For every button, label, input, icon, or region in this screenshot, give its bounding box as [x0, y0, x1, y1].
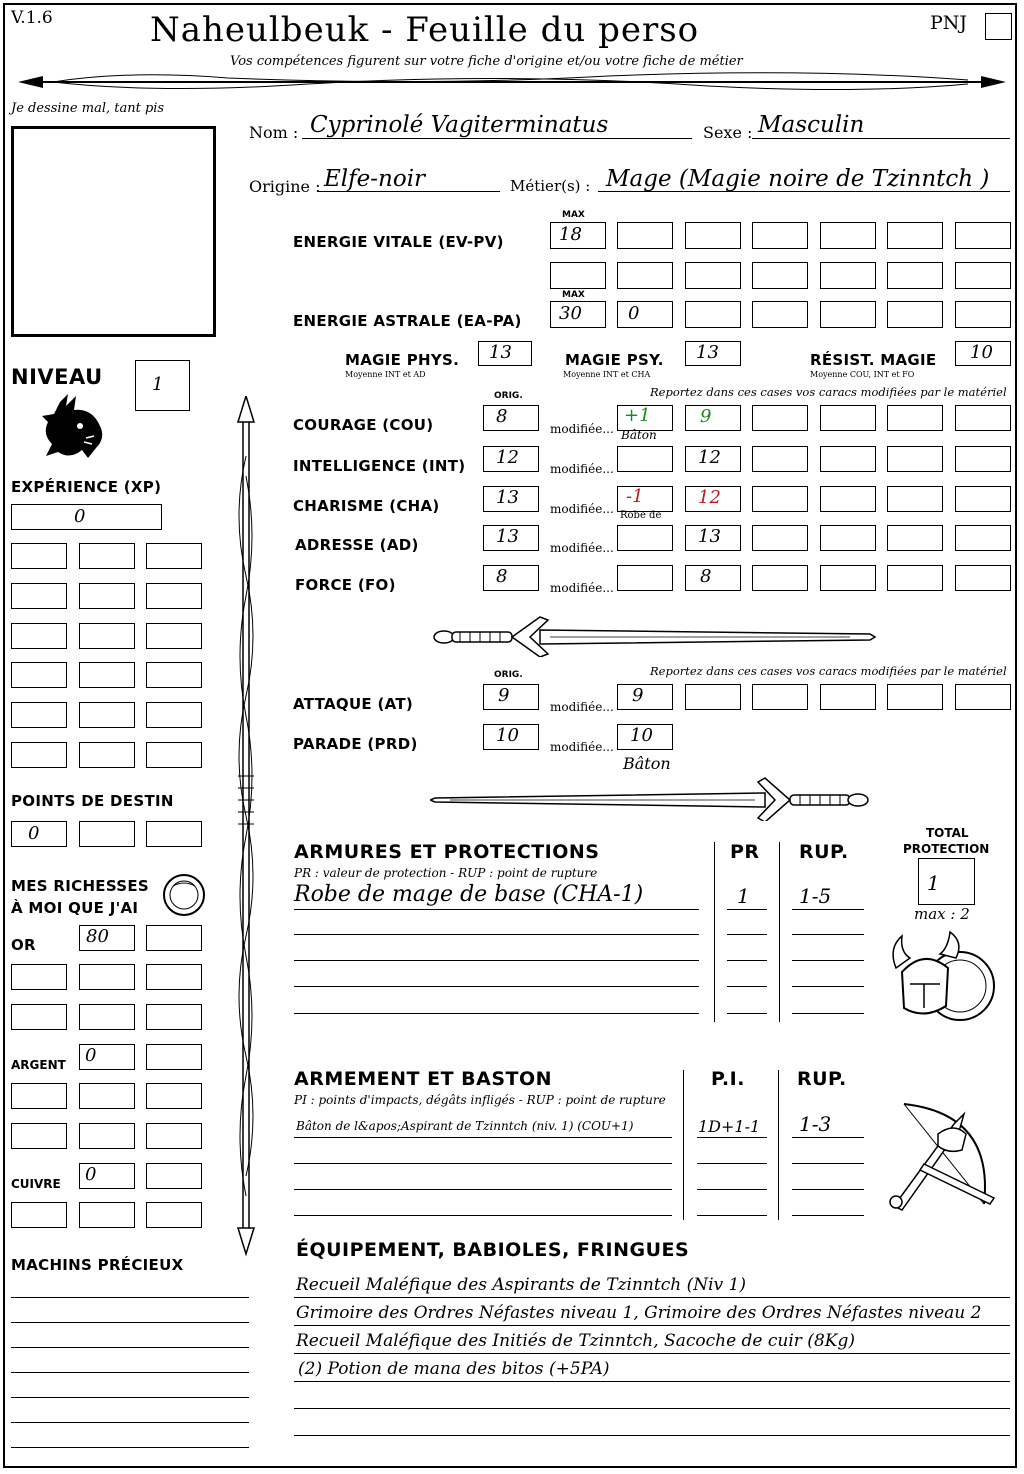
at-orig-value: 9	[498, 685, 510, 706]
or-box[interactable]	[79, 925, 135, 951]
prd-orig-value: 10	[496, 725, 519, 746]
sword-icon	[430, 612, 880, 657]
argent-box[interactable]	[79, 1044, 135, 1070]
magie-psy-label: MAGIE PSY.	[565, 351, 664, 369]
dragon-icon	[40, 392, 108, 464]
pnj-label: PNJ	[930, 12, 968, 34]
ea-box[interactable]	[685, 301, 741, 328]
version-label: V.1.6	[11, 8, 53, 28]
carac-result-value: 12	[698, 447, 721, 468]
arme-line	[697, 1163, 767, 1164]
portrait-box[interactable]	[11, 126, 216, 337]
armure-line	[727, 1013, 767, 1014]
argent-box[interactable]	[11, 1123, 67, 1149]
max-note: max : 2	[914, 905, 970, 923]
armement-separator	[778, 1070, 779, 1220]
at-extra-box[interactable]	[887, 684, 943, 710]
carac-orig-box[interactable]	[483, 446, 539, 472]
armure-name[interactable]: Robe de mage de base (CHA-1)	[294, 882, 644, 907]
cuivre-box[interactable]	[146, 1163, 202, 1189]
portrait-caption: Je dessine mal, tant pis	[11, 101, 165, 116]
armures-title: ARMURES ET PROTECTIONS	[294, 841, 600, 863]
ea-max-label: MAX	[562, 290, 585, 300]
total-protection-label: TOTAL	[926, 826, 969, 840]
equipement-line	[294, 1408, 1010, 1409]
destin-box[interactable]	[11, 821, 67, 847]
armures-separator	[714, 842, 715, 1022]
richesses-label: MES RICHESSES	[11, 877, 150, 895]
ea-current-value: 0	[628, 303, 640, 324]
ea-box[interactable]	[955, 301, 1011, 328]
modif-label: modifiée...	[550, 700, 614, 714]
ev-box[interactable]	[820, 222, 876, 249]
armement-hint: PI : points d'impacts, dégâts infligés - RUP : point de rupture	[294, 1093, 666, 1107]
carac-extra-box[interactable]	[887, 525, 943, 551]
armures-hint: PR : valeur de protection - RUP : point de rupture	[294, 866, 598, 880]
ev-box[interactable]	[820, 262, 876, 289]
carac-result-box[interactable]	[685, 565, 741, 591]
carac-result-value: 12	[698, 487, 721, 508]
xp-box[interactable]	[79, 583, 135, 609]
sheet-title: Naheulbeuk - Feuille du perso	[150, 10, 700, 50]
carac-result-value: 9	[700, 406, 712, 427]
xp-box[interactable]	[11, 702, 67, 728]
ev-box[interactable]	[550, 262, 606, 289]
carac-modif-box[interactable]	[617, 486, 673, 512]
equipement-line	[294, 1381, 1010, 1382]
resist-magie-label: RÉSIST. MAGIE	[810, 351, 937, 369]
pr-header: PR	[730, 841, 760, 863]
carac-result-box[interactable]	[685, 486, 741, 512]
modif-label: modifiée...	[550, 502, 614, 516]
cuivre-label: CUIVRE	[11, 1177, 61, 1191]
carac-orig-value: 13	[496, 487, 519, 508]
metier-value[interactable]: Mage (Magie noire de Tzinntch )	[606, 166, 990, 192]
sexe-value[interactable]: Masculin	[758, 112, 865, 138]
or-box[interactable]	[79, 964, 135, 990]
carac-extra-box[interactable]	[887, 446, 943, 472]
destin-label: POINTS DE DESTIN	[11, 792, 174, 810]
or-box[interactable]	[146, 1004, 202, 1030]
ea-box[interactable]	[617, 301, 673, 328]
ev-max-value: 18	[559, 224, 582, 245]
sexe-label: Sexe :	[703, 123, 753, 142]
origine-value[interactable]: Elfe-noir	[324, 166, 426, 192]
niveau-label: NIVEAU	[11, 365, 103, 389]
argent-value: 0	[85, 1045, 97, 1066]
ev-box[interactable]	[752, 262, 808, 289]
machins-label: MACHINS PRÉCIEUX	[11, 1256, 184, 1274]
magie-phys-box[interactable]	[478, 341, 532, 366]
carac-extra-box[interactable]	[820, 405, 876, 431]
or-value: 80	[86, 926, 109, 947]
niveau-value: 1	[152, 374, 164, 395]
niveau-box[interactable]	[135, 360, 190, 411]
carac-modif-note: Bâton	[621, 428, 657, 442]
argent-box[interactable]	[146, 1083, 202, 1109]
destin-value: 0	[28, 823, 40, 844]
modif-label: modifiée...	[550, 740, 614, 754]
sexe-underline	[752, 138, 1010, 139]
machins-line	[11, 1322, 249, 1323]
metier-underline	[598, 191, 1010, 192]
or-box[interactable]	[11, 1004, 67, 1030]
origine-underline	[318, 191, 500, 192]
argent-box[interactable]	[146, 1044, 202, 1070]
or-label: OR	[11, 936, 36, 954]
equipement-line-text[interactable]: (2) Potion de mana des bitos (+5PA)	[298, 1359, 610, 1379]
ev-label: ENERGIE VITALE (EV-PV)	[293, 233, 504, 251]
at-result-value: 9	[632, 685, 644, 706]
prd-result-value: 10	[630, 725, 653, 746]
equipement-line-text[interactable]: Grimoire des Ordres Néfastes niveau 1, Grimoire des Ordres Néfastes niveau 2	[296, 1303, 982, 1323]
carac-result-box[interactable]	[685, 525, 741, 551]
ea-max-box[interactable]	[550, 301, 606, 328]
armure-line	[294, 960, 699, 961]
armure-rup[interactable]: 1-5	[799, 884, 832, 908]
combat-note: Bâton	[623, 754, 671, 773]
cuivre-box[interactable]	[146, 1202, 202, 1228]
armure-line	[294, 934, 699, 935]
ea-max-value: 30	[559, 303, 582, 324]
argent-box[interactable]	[79, 1083, 135, 1109]
xp-box[interactable]	[11, 662, 67, 688]
equipement-line	[294, 1297, 1010, 1298]
weapons-icon	[884, 1094, 1006, 1218]
carac-label: FORCE (FO)	[295, 576, 396, 594]
prd-result-box[interactable]	[617, 724, 673, 750]
armure-line	[792, 986, 864, 987]
carac-extra-box[interactable]	[820, 446, 876, 472]
total-protection-box[interactable]	[918, 858, 975, 905]
armures-separator	[779, 842, 780, 1022]
modif-label: modifiée...	[550, 462, 614, 476]
xp-box[interactable]	[11, 543, 67, 569]
equipement-title: ÉQUIPEMENT, BABIOLES, FRINGUES	[296, 1239, 690, 1261]
xp-box[interactable]	[79, 742, 135, 768]
carac-result-box[interactable]	[685, 405, 741, 431]
carac-orig-box[interactable]	[483, 565, 539, 591]
xp-value: 0	[74, 506, 86, 527]
ea-label: ENERGIE ASTRALE (EA-PA)	[293, 312, 522, 330]
ea-box[interactable]	[752, 301, 808, 328]
rup-header: RUP.	[797, 1068, 847, 1090]
ev-max-label: MAX	[562, 210, 585, 220]
carac-orig-value: 8	[496, 566, 508, 587]
xp-box[interactable]	[79, 702, 135, 728]
arme-line	[697, 1137, 767, 1138]
carac-label: ADRESSE (AD)	[295, 536, 419, 554]
xp-box[interactable]	[146, 543, 202, 569]
machins-line	[11, 1372, 249, 1373]
resist-magie-hint: Moyenne COU, INT et FO	[810, 370, 915, 379]
nom-underline	[302, 138, 692, 139]
argent-box[interactable]	[79, 1123, 135, 1149]
or-box[interactable]	[79, 1004, 135, 1030]
carac-modif-box[interactable]	[617, 565, 673, 591]
total-protection-value: 1	[927, 871, 940, 895]
ev-box[interactable]	[752, 222, 808, 249]
arme-line	[294, 1137, 672, 1138]
at-extra-box[interactable]	[955, 684, 1011, 710]
ev-box[interactable]	[617, 222, 673, 249]
magie-psy-hint: Moyenne INT et CHA	[563, 370, 651, 379]
modif-label: modifiée...	[550, 422, 614, 436]
carac-modif-value: -1	[626, 486, 644, 507]
at-extra-box[interactable]	[752, 684, 808, 710]
or-box[interactable]	[11, 964, 67, 990]
xp-label: EXPÉRIENCE (XP)	[11, 478, 162, 496]
xp-box[interactable]	[11, 742, 67, 768]
at-orig-box[interactable]	[483, 684, 539, 710]
arme-line	[697, 1189, 767, 1190]
carac-extra-box[interactable]	[955, 405, 1011, 431]
nom-label: Nom :	[249, 123, 299, 142]
carac-extra-box[interactable]	[752, 486, 808, 512]
argent-label: ARGENT	[11, 1058, 66, 1072]
ev-box[interactable]	[617, 262, 673, 289]
pi-header: P.I.	[711, 1068, 745, 1090]
armure-line	[792, 1013, 864, 1014]
carac-extra-box[interactable]	[752, 525, 808, 551]
xp-box[interactable]	[146, 742, 202, 768]
armure-line	[727, 909, 767, 910]
parade-label: PARADE (PRD)	[293, 735, 418, 753]
at-extra-box[interactable]	[820, 684, 876, 710]
ev-box[interactable]	[887, 222, 943, 249]
xp-box[interactable]	[11, 623, 67, 649]
carac-orig-value: 13	[496, 526, 519, 547]
cuivre-box[interactable]	[11, 1202, 67, 1228]
magie-phys-hint: Moyenne INT et AD	[345, 370, 426, 379]
or-box[interactable]	[146, 964, 202, 990]
carac-extra-box[interactable]	[887, 565, 943, 591]
carac-modif-value: +1	[624, 405, 651, 426]
modif-label: modifiée...	[550, 541, 614, 555]
armure-line	[727, 934, 767, 935]
report-note: Reportez dans ces cases vos caracs modifiées par le matériel	[650, 385, 1007, 399]
arme-line	[294, 1215, 672, 1216]
equipement-line	[294, 1435, 1010, 1436]
sheet-subtitle: Vos compétences figurent sur votre fiche d'origine et/ou votre fiche de métier	[230, 54, 743, 69]
armure-line	[294, 909, 699, 910]
magie-phys-value: 13	[489, 342, 512, 363]
arme-rup[interactable]: 1-3	[799, 1112, 832, 1136]
richesses-label-2: À MOI QUE J'AI	[11, 899, 139, 917]
arme-name[interactable]: Bâton de l&apos;Aspirant de Tzinntch (niv. 1) (COU+1)	[296, 1119, 634, 1133]
armure-line	[727, 960, 767, 961]
prd-orig-box[interactable]	[483, 724, 539, 750]
resist-magie-box[interactable]	[955, 341, 1011, 366]
machins-line	[11, 1447, 249, 1448]
ev-box[interactable]	[887, 262, 943, 289]
carac-result-box[interactable]	[685, 446, 741, 472]
report-note: Reportez dans ces cases vos caracs modifiées par le matériel	[650, 664, 1007, 678]
armure-line	[792, 960, 864, 961]
arme-line	[697, 1215, 767, 1216]
origine-label: Origine :	[249, 177, 321, 196]
total-protection-label-2: PROTECTION	[903, 842, 990, 856]
equipement-line-text[interactable]: Recueil Maléfique des Initiés de Tzinntch, Sacoche de cuir (8Kg)	[296, 1331, 855, 1351]
carac-extra-box[interactable]	[887, 405, 943, 431]
xp-box[interactable]	[146, 662, 202, 688]
nom-value[interactable]: Cyprinolé Vagiterminatus	[310, 112, 609, 138]
rup-header: RUP.	[799, 841, 849, 863]
xp-box[interactable]	[79, 662, 135, 688]
carac-result-value: 13	[698, 526, 721, 547]
armure-pr[interactable]: 1	[737, 884, 750, 908]
armure-line	[792, 934, 864, 935]
ev-max-box[interactable]	[550, 222, 606, 249]
ev-box[interactable]	[685, 262, 741, 289]
helmet-shield-icon	[888, 928, 998, 1038]
carac-extra-box[interactable]	[955, 486, 1011, 512]
cuivre-box[interactable]	[79, 1202, 135, 1228]
armure-line	[727, 986, 767, 987]
arme-pi[interactable]: 1D+1-1	[698, 1117, 761, 1136]
carac-extra-box[interactable]	[887, 486, 943, 512]
carac-extra-box[interactable]	[752, 565, 808, 591]
carac-extra-box[interactable]	[820, 525, 876, 551]
cuivre-value: 0	[85, 1164, 97, 1185]
xp-box[interactable]	[146, 623, 202, 649]
ev-box[interactable]	[955, 262, 1011, 289]
carac-orig-value: 8	[496, 406, 508, 427]
carac-extra-box[interactable]	[955, 565, 1011, 591]
magie-psy-box[interactable]	[685, 341, 741, 366]
resist-magie-value: 10	[970, 342, 993, 363]
modif-label: modifiée...	[550, 581, 614, 595]
carac-label: COURAGE (COU)	[293, 416, 434, 434]
metier-label: Métier(s) :	[510, 177, 591, 195]
armement-separator	[683, 1070, 684, 1220]
pnj-checkbox[interactable]	[985, 13, 1012, 40]
argent-box[interactable]	[146, 1123, 202, 1149]
xp-box[interactable]	[146, 583, 202, 609]
armure-line	[792, 909, 864, 910]
carac-result-value: 8	[700, 566, 712, 587]
arme-line	[792, 1137, 864, 1138]
machins-line	[11, 1422, 249, 1423]
magie-phys-label: MAGIE PHYS.	[345, 351, 460, 369]
armement-title: ARMEMENT ET BASTON	[294, 1068, 553, 1090]
ea-box[interactable]	[887, 301, 943, 328]
coin-icon	[161, 872, 207, 918]
equipement-line	[294, 1353, 1010, 1354]
carac-label: CHARISME (CHA)	[293, 497, 440, 515]
armure-line	[294, 986, 699, 987]
carac-orig-box[interactable]	[483, 405, 539, 431]
arme-line	[294, 1163, 672, 1164]
orig-label: ORIG.	[494, 391, 523, 401]
arme-line	[792, 1215, 864, 1216]
destin-box[interactable]	[146, 821, 202, 847]
magie-psy-value: 13	[696, 342, 719, 363]
arme-line	[792, 1189, 864, 1190]
at-extra-box[interactable]	[685, 684, 741, 710]
at-result-box[interactable]	[617, 684, 673, 710]
ev-box[interactable]	[685, 222, 741, 249]
carac-orig-box[interactable]	[483, 525, 539, 551]
cuivre-box[interactable]	[79, 1163, 135, 1189]
carac-orig-box[interactable]	[483, 486, 539, 512]
armure-line	[294, 1013, 699, 1014]
carac-extra-box[interactable]	[955, 446, 1011, 472]
orig-label: ORIG.	[494, 670, 523, 680]
carac-orig-value: 12	[496, 447, 519, 468]
argent-box[interactable]	[11, 1083, 67, 1109]
carac-modif-note: Robe de	[620, 510, 662, 521]
machins-line	[11, 1297, 249, 1298]
arme-line	[792, 1163, 864, 1164]
xp-box[interactable]	[11, 504, 162, 530]
carac-extra-box[interactable]	[820, 565, 876, 591]
sword-icon	[430, 776, 875, 821]
carac-extra-box[interactable]	[955, 525, 1011, 551]
carac-label: INTELLIGENCE (INT)	[293, 457, 466, 475]
attaque-label: ATTAQUE (AT)	[293, 695, 414, 713]
vertical-spear-icon	[228, 396, 264, 1258]
spear-divider-icon	[8, 62, 1016, 102]
arme-line	[294, 1189, 672, 1190]
machins-line	[11, 1347, 249, 1348]
carac-extra-box[interactable]	[820, 486, 876, 512]
equipement-line	[294, 1325, 1010, 1326]
xp-box[interactable]	[79, 623, 135, 649]
carac-extra-box[interactable]	[752, 405, 808, 431]
ev-box[interactable]	[955, 222, 1011, 249]
carac-modif-box[interactable]	[617, 446, 673, 472]
or-box[interactable]	[146, 925, 202, 951]
ea-box[interactable]	[820, 301, 876, 328]
machins-line	[11, 1397, 249, 1398]
carac-extra-box[interactable]	[752, 446, 808, 472]
xp-box[interactable]	[11, 583, 67, 609]
xp-box[interactable]	[146, 702, 202, 728]
equipement-line-text[interactable]: Recueil Maléfique des Aspirants de Tzinntch (Niv 1)	[296, 1275, 746, 1295]
carac-modif-box[interactable]	[617, 525, 673, 551]
xp-box[interactable]	[79, 543, 135, 569]
destin-box[interactable]	[79, 821, 135, 847]
